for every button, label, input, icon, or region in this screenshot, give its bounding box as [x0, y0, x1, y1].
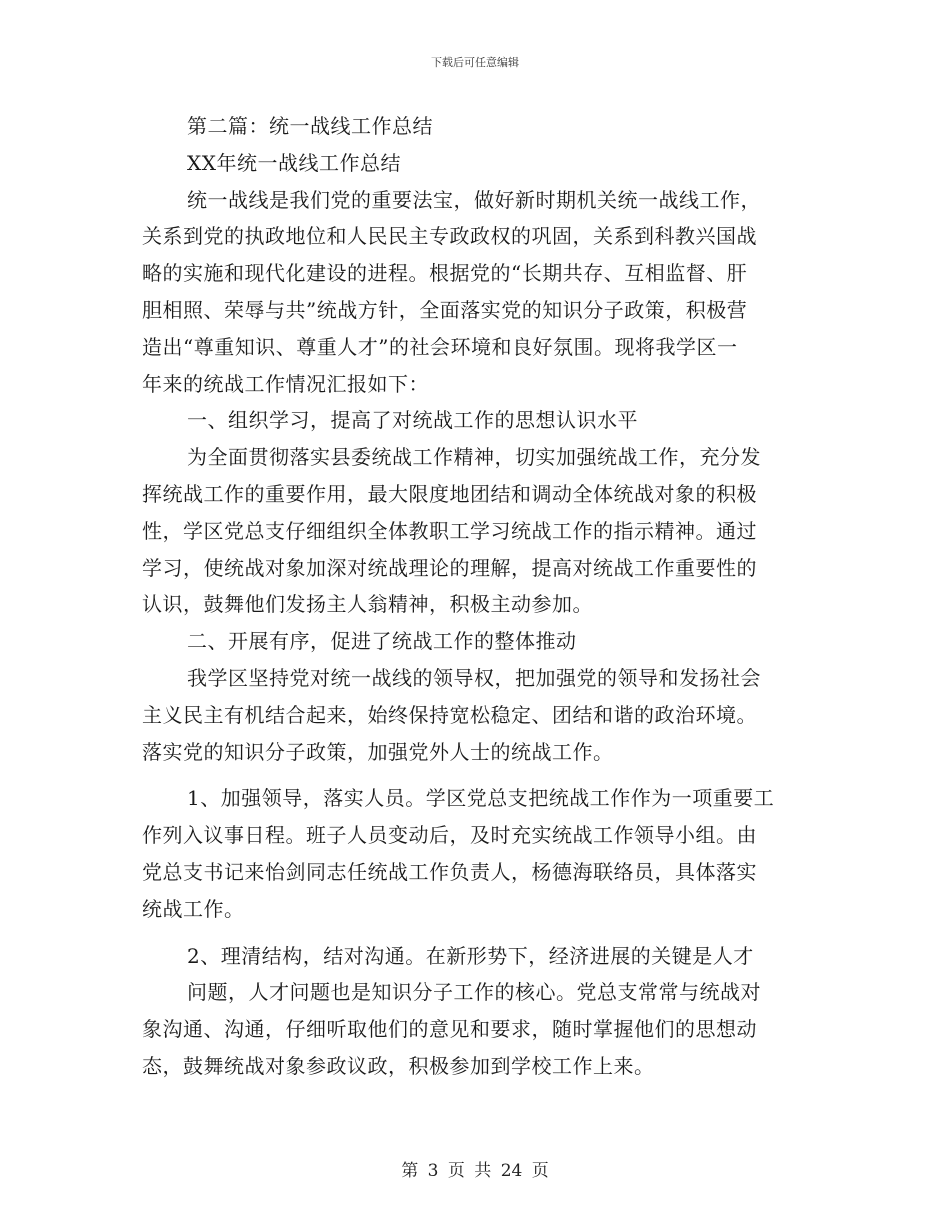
text-line: 象沟通、沟通，仔细听取他们的意见和要求，随时掌握他们的思想动 — [142, 1017, 757, 1042]
text-line: 胆相照、荣辱与共”统战方针，全面落实党的知识分子政策，积极营 — [142, 297, 748, 322]
text-line: 统战工作。 — [142, 896, 245, 921]
page-header-note: 下载后可任意编辑 — [431, 56, 519, 69]
page-number-footer: 第 3 页 共 24 页 — [401, 1161, 549, 1181]
text-line: 年来的统战工作情况汇报如下： — [142, 371, 429, 396]
text-line: 党总支书记来怡剑同志任统战工作负责人，杨德海联络员，具体落实 — [142, 859, 757, 884]
text-line: 作列入议事日程。班子人员变动后，及时充实统战工作领导小组。由 — [142, 823, 757, 848]
text-line: 主义民主有机结合起来，始终保持宽松稳定、团结和谐的政治环境。 — [142, 702, 757, 727]
text-line: XX年统一战线工作总结 — [187, 150, 401, 175]
text-line: 问题，人才问题也是知识分子工作的核心。党总支常常与统战对 — [187, 980, 761, 1005]
text-line: 2、理清结构，结对沟通。在新形势下，经济进展的关键是人才 — [187, 943, 754, 968]
text-line: 性，学区党总支仔细组织全体教职工学习统战工作的指示精神。通过 — [142, 518, 757, 543]
text-line: 认识，鼓舞他们发扬主人翁精神，积极主动参加。 — [142, 592, 593, 617]
text-line: 略的实施和现代化建设的进程。根据党的“长期共存、互相监督、肝 — [142, 261, 748, 286]
text-line: 为全面贯彻落实县委统战工作精神，切实加强统战工作，充分发 — [187, 445, 761, 470]
text-line: 二、开展有序，促进了统战工作的整体推动 — [187, 629, 577, 654]
text-line: 一、组织学习，提高了对统战工作的思想认识水平 — [187, 408, 638, 433]
text-line: 挥统战工作的重要作用，最大限度地团结和调动全体统战对象的积极 — [142, 481, 757, 506]
text-line: 态，鼓舞统战对象参政议政，积极参加到学校工作上来。 — [142, 1053, 655, 1078]
text-line: 第二篇：统一战线工作总结 — [187, 114, 433, 138]
text-line: 我学区坚持党对统一战线的领导权，把加强党的领导和发扬社会 — [187, 665, 761, 690]
text-line: 1、加强领导，落实人员。学区党总支把统战工作作为一项重要工 — [187, 786, 775, 811]
text-line: 学习，使统战对象加深对统战理论的理解，提高对统战工作重要性的 — [142, 555, 757, 580]
text-line: 统一战线是我们党的重要法宝，做好新时期机关统一战线工作， — [187, 187, 761, 212]
document-body — [142, 108, 808, 1085]
text-line: 造出“尊重知识、尊重人才”的社会环境和良好氛围。现将我学区一 — [142, 334, 738, 359]
text-line: 关系到党的执政地位和人民民主专政政权的巩固，关系到科教兴国战 — [142, 224, 757, 249]
text-line: 落实党的知识分子政策，加强党外人士的统战工作。 — [142, 739, 614, 764]
